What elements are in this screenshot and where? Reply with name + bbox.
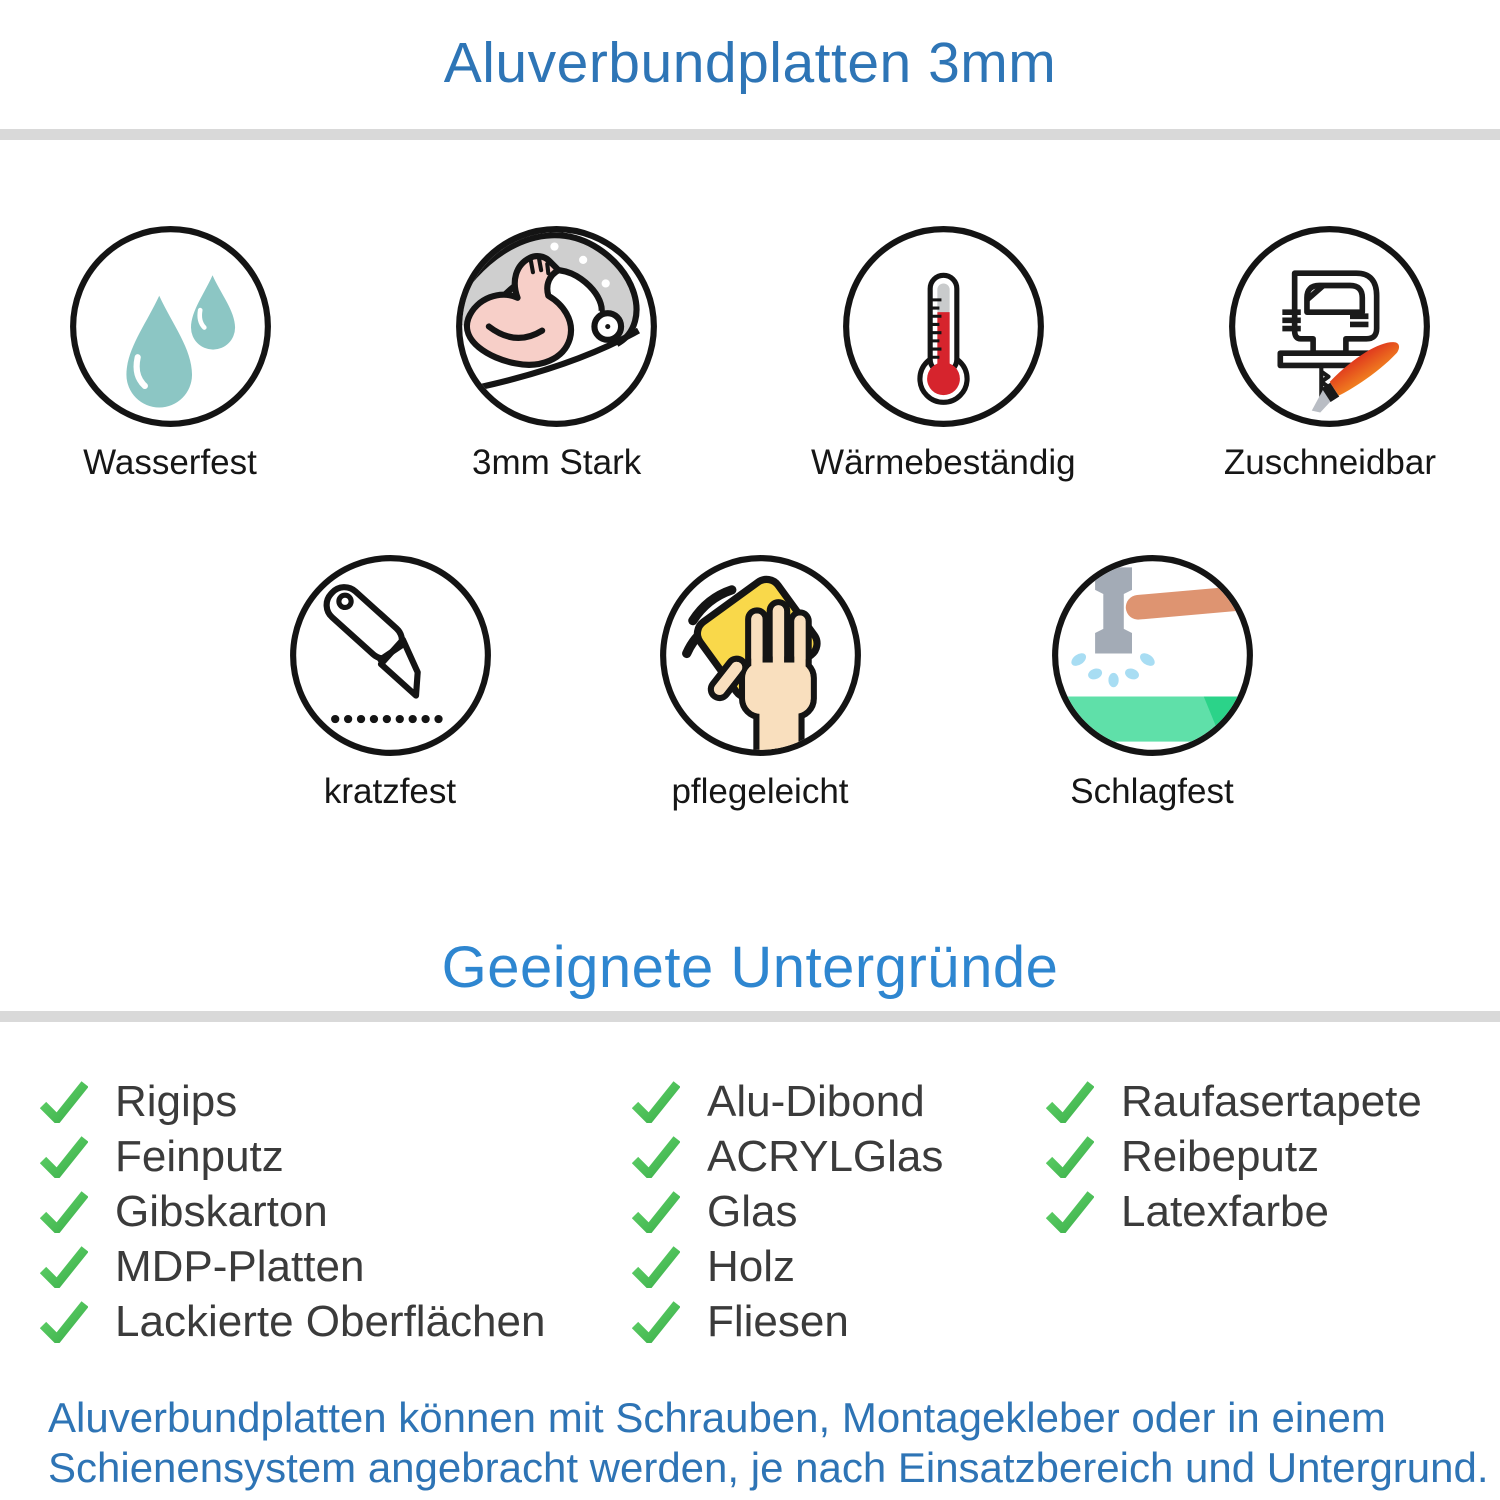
checkmark-icon <box>632 1301 680 1343</box>
substrates-column-1 <box>40 1074 632 1349</box>
feature-label: Zuschneidbar <box>1223 443 1436 482</box>
feature-label: kratzfest <box>323 772 457 811</box>
substrate-label: Gibskarton <box>115 1186 328 1236</box>
feature-kratzfest <box>270 553 510 812</box>
feature-pflegeleicht <box>640 553 880 812</box>
hammer-icon <box>1050 553 1255 758</box>
substrate-item <box>632 1294 1046 1349</box>
substrate-item <box>632 1239 1046 1294</box>
utility-knife-icon <box>288 553 493 758</box>
feature-zuschneidbar <box>1210 224 1450 483</box>
feature-wasserfest <box>50 224 290 483</box>
substrate-label: Alu-Dibond <box>707 1076 925 1126</box>
checkmark-icon <box>632 1136 680 1178</box>
substrate-label: Fliesen <box>707 1296 849 1346</box>
feature-schlagfest <box>1032 553 1272 812</box>
page-title: Aluverbundplatten 3mm <box>443 31 1057 95</box>
cleaning-hand-icon <box>658 553 863 758</box>
substrate-label: Raufasertapete <box>1121 1076 1422 1126</box>
feature-label: pflegeleicht <box>671 772 849 811</box>
feature-label: Wasserfest <box>83 443 257 482</box>
substrate-item <box>40 1239 632 1294</box>
substrate-item <box>632 1184 1046 1239</box>
substrate-label: Rigips <box>115 1076 238 1126</box>
feature-label: Wärmebeständig <box>811 443 1076 482</box>
section-title-untergruende: Geeignete Untergründe <box>441 935 1059 1000</box>
substrate-item <box>40 1074 632 1129</box>
substrate-item <box>40 1184 632 1239</box>
substrate-label: Glas <box>707 1186 798 1236</box>
features-row-1 <box>0 224 1500 483</box>
substrate-item <box>632 1074 1046 1129</box>
checkmark-icon <box>1046 1136 1094 1178</box>
substrate-label: Reibeputz <box>1121 1131 1320 1181</box>
substrates-list <box>0 1074 1500 1349</box>
substrate-item <box>632 1129 1046 1184</box>
substrate-label: Lackierte Oberflächen <box>115 1296 546 1346</box>
divider-middle <box>0 1011 1500 1022</box>
substrate-item <box>40 1129 632 1184</box>
checkmark-icon <box>1046 1191 1094 1233</box>
substrates-column-2 <box>632 1074 1046 1349</box>
checkmark-icon <box>1046 1081 1094 1123</box>
feature-3mm-stark <box>437 224 677 483</box>
substrate-item <box>1046 1129 1500 1184</box>
footer-note <box>0 1393 1500 1493</box>
feature-waermebestaendig <box>811 224 1076 483</box>
checkmark-icon <box>40 1191 88 1233</box>
checkmark-icon <box>40 1301 88 1343</box>
substrate-label: Latexfarbe <box>1121 1186 1329 1236</box>
substrate-label: Holz <box>707 1241 796 1291</box>
divider-top <box>0 129 1500 140</box>
footer-line-1: Aluverbundplatten können mit Schrauben, Montagekleber oder in einem <box>48 1394 1386 1441</box>
substrate-item <box>1046 1074 1500 1129</box>
substrate-label: Feinputz <box>115 1131 284 1181</box>
checkmark-icon <box>632 1081 680 1123</box>
jigsaw-icon <box>1227 224 1432 429</box>
checkmark-icon <box>40 1246 88 1288</box>
substrate-label: ACRYLGlas <box>707 1131 944 1181</box>
footer-line-2: Schienensystem angebracht werden, je nach Einsatzbereich und Untergrund. <box>48 1444 1489 1491</box>
checkmark-icon <box>632 1246 680 1288</box>
checkmark-icon <box>40 1136 88 1178</box>
feature-label: 3mm Stark <box>472 443 642 482</box>
water-drops-icon <box>68 224 273 429</box>
substrate-item <box>1046 1184 1500 1239</box>
feature-label: Schlagfest <box>1070 772 1234 811</box>
checkmark-icon <box>40 1081 88 1123</box>
substrate-label: MDP-Platten <box>115 1241 365 1291</box>
substrates-column-3 <box>1046 1074 1500 1349</box>
thermometer-icon <box>841 224 1046 429</box>
checkmark-icon <box>632 1191 680 1233</box>
substrate-item <box>40 1294 632 1349</box>
features-row-2 <box>0 553 1500 812</box>
muscle-arm-icon <box>454 224 659 429</box>
